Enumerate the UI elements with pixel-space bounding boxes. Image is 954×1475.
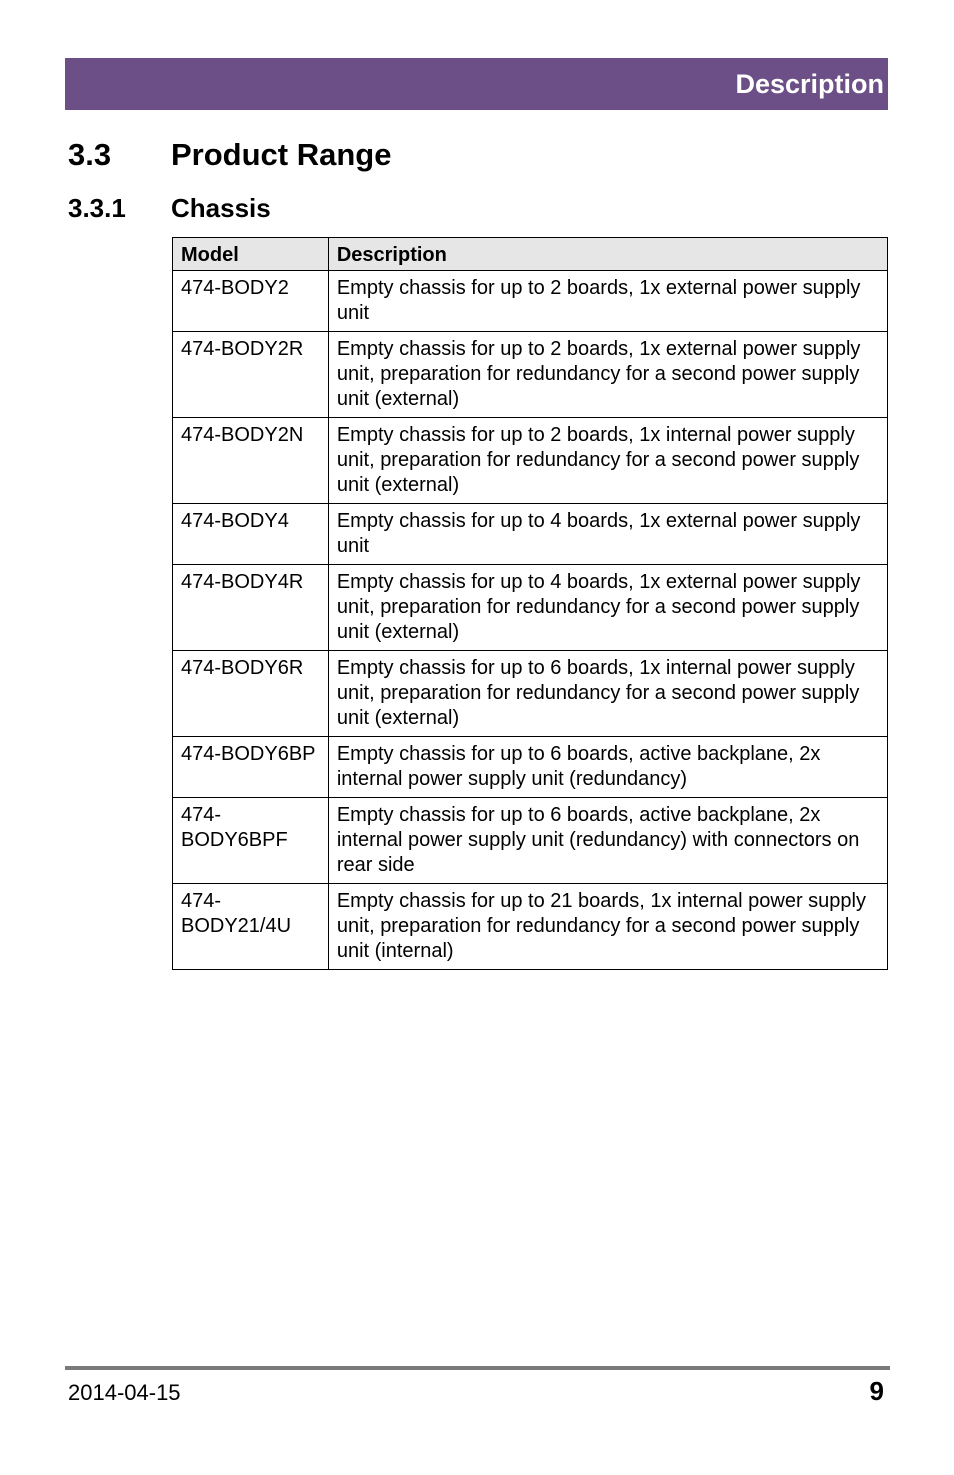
description-cell: Empty chassis for up to 6 boards, active backplane, 2x internal power supply unit (redundancy) [328, 737, 887, 798]
model-cell: 474-BODY2 [173, 271, 329, 332]
table-row [173, 565, 888, 651]
heading-title: Product Range [171, 137, 392, 172]
description-cell: Empty chassis for up to 2 boards, 1x internal power supply unit, preparation for redundancy for a second power supply unit (external) [328, 418, 887, 504]
subheading-title: Chassis [171, 193, 271, 223]
table-header-row [173, 238, 888, 271]
description-cell: Empty chassis for up to 4 boards, 1x external power supply unit, preparation for redundancy for a second power supply unit (external) [328, 565, 887, 651]
description-cell: Empty chassis for up to 6 boards, active backplane, 2x internal power supply unit (redundancy) with connectors on rear side [328, 798, 887, 884]
model-cell: 474-BODY2R [173, 332, 329, 418]
section-header-title: Description [735, 69, 884, 99]
description-cell: Empty chassis for up to 6 boards, 1x internal power supply unit, preparation for redundancy for a second power supply unit (external) [328, 651, 887, 737]
page-number: 9 [869, 1376, 884, 1406]
description-cell: Empty chassis for up to 4 boards, 1x external power supply unit [328, 504, 887, 565]
table-row [173, 737, 888, 798]
column-header-description: Description [328, 238, 887, 271]
model-cell: 474-BODY4 [173, 504, 329, 565]
description-cell: Empty chassis for up to 21 boards, 1x internal power supply unit, preparation for redundancy for a second power supply unit (internal) [328, 884, 887, 970]
heading-number: 3.3 [68, 137, 112, 172]
model-cell: 474-BODY6BPF [173, 798, 329, 884]
description-cell: Empty chassis for up to 2 boards, 1x external power supply unit, preparation for redundancy for a second power supply unit (external) [328, 332, 887, 418]
model-cell: 474-BODY2N [173, 418, 329, 504]
model-cell: 474-BODY4R [173, 565, 329, 651]
table-row [173, 418, 888, 504]
table-row [173, 798, 888, 884]
column-header-model: Model [173, 238, 329, 271]
model-cell: 474-BODY21/4U [173, 884, 329, 970]
table-row [173, 884, 888, 970]
table-row [173, 271, 888, 332]
footer-date: 2014-04-15 [68, 1380, 181, 1405]
model-cell: 474-BODY6R [173, 651, 329, 737]
section-header-bar [65, 58, 888, 110]
footer-divider [65, 1366, 890, 1370]
table-row [173, 504, 888, 565]
chassis-table [172, 237, 888, 970]
subheading-number: 3.3.1 [68, 193, 126, 223]
table-row [173, 651, 888, 737]
description-cell: Empty chassis for up to 2 boards, 1x external power supply unit [328, 271, 887, 332]
table-row [173, 332, 888, 418]
model-cell: 474-BODY6BP [173, 737, 329, 798]
